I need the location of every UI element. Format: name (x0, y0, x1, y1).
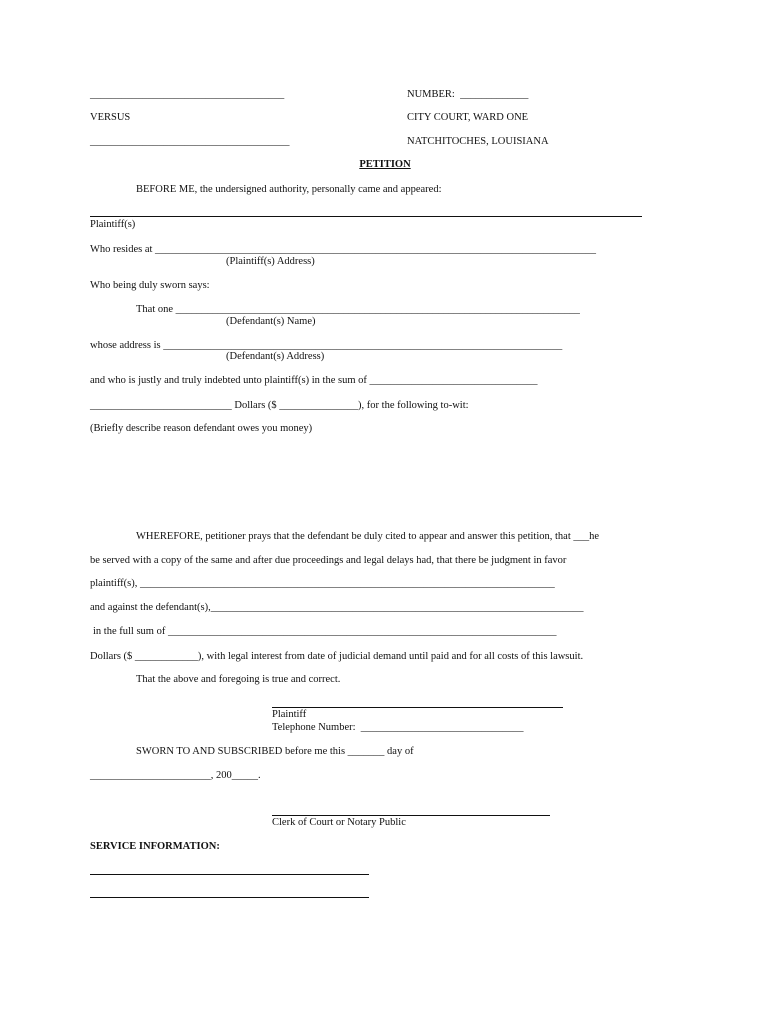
against-defendants-field[interactable]: and against the defendant(s),_______________________________________________________________________ (90, 602, 584, 613)
clerk-signature-line[interactable] (272, 815, 550, 816)
page-title: PETITION (359, 159, 411, 170)
dollars-amount-field[interactable]: ___________________________ Dollars ($ _______________), for the following to-wit: (90, 400, 469, 411)
plaintiff-address-field[interactable]: Who resides at ____________________________________________________________________________________ (90, 244, 597, 255)
wherefore-line-1[interactable]: WHEREFORE, petitioner prays that the defendant be duly cited to appear and answer this petition, that ___he (136, 531, 600, 542)
date-field[interactable]: _______________________, 200_____. (90, 770, 261, 781)
defendant-address-caption: (Defendant(s) Address) (226, 351, 325, 362)
telephone-field[interactable]: Telephone Number: _______________________________ (272, 722, 524, 733)
second-party-blank[interactable]: ______________________________________ (90, 136, 290, 147)
service-info-line-1[interactable] (90, 874, 369, 875)
plaintiffs-field[interactable]: plaintiff(s), _______________________________________________________________________________ (90, 578, 555, 589)
true-correct-text: That the above and foregoing is true and correct. (136, 674, 341, 685)
interest-dollars-field[interactable]: Dollars ($ ____________), with legal interest from date of judicial demand until paid and for all costs of this lawsuit. (90, 651, 584, 662)
service-info-heading: SERVICE INFORMATION: (90, 841, 220, 852)
plaintiff-label: Plaintiff(s) (90, 219, 136, 230)
service-info-line-2[interactable] (90, 897, 369, 898)
case-number-field[interactable]: NUMBER: _____________ (407, 89, 529, 100)
wherefore-line-2: be served with a copy of the same and after due proceedings and legal delays had, that there be judgment in favor (90, 555, 567, 566)
defendant-address-field[interactable]: whose address is ____________________________________________________________________________ (90, 340, 563, 351)
court-name: CITY COURT, WARD ONE (407, 112, 529, 123)
clerk-signature-label: Clerk of Court or Notary Public (272, 817, 406, 828)
sworn-subscribed-field[interactable]: SWORN TO AND SUBSCRIBED before me this _______ day of (136, 746, 414, 757)
intro-text: BEFORE ME, the undersigned authority, personally came and appeared: (136, 184, 442, 195)
plaintiff-signature-label: Plaintiff (272, 709, 307, 720)
versus-label: VERSUS (90, 112, 131, 123)
court-location: NATCHITOCHES, LOUISIANA (407, 136, 549, 147)
indebted-sum-field[interactable]: and who is justly and truly indebted unto plaintiff(s) in the sum of ________________________________ (90, 375, 538, 386)
sworn-says-text: Who being duly sworn says: (90, 280, 210, 291)
describe-reason-text: (Briefly describe reason defendant owes you money) (90, 423, 313, 434)
defendant-name-caption: (Defendant(s) Name) (226, 316, 316, 327)
first-party-blank[interactable]: _____________________________________ (90, 89, 285, 100)
plaintiff-signature-line[interactable] (272, 707, 563, 708)
plaintiff-address-caption: (Plaintiff(s) Address) (226, 256, 315, 267)
defendant-name-field[interactable]: That one _____________________________________________________________________________ (136, 304, 580, 315)
plaintiff-name-line[interactable] (90, 216, 642, 217)
full-sum-field[interactable]: in the full sum of __________________________________________________________________________ (93, 626, 557, 637)
